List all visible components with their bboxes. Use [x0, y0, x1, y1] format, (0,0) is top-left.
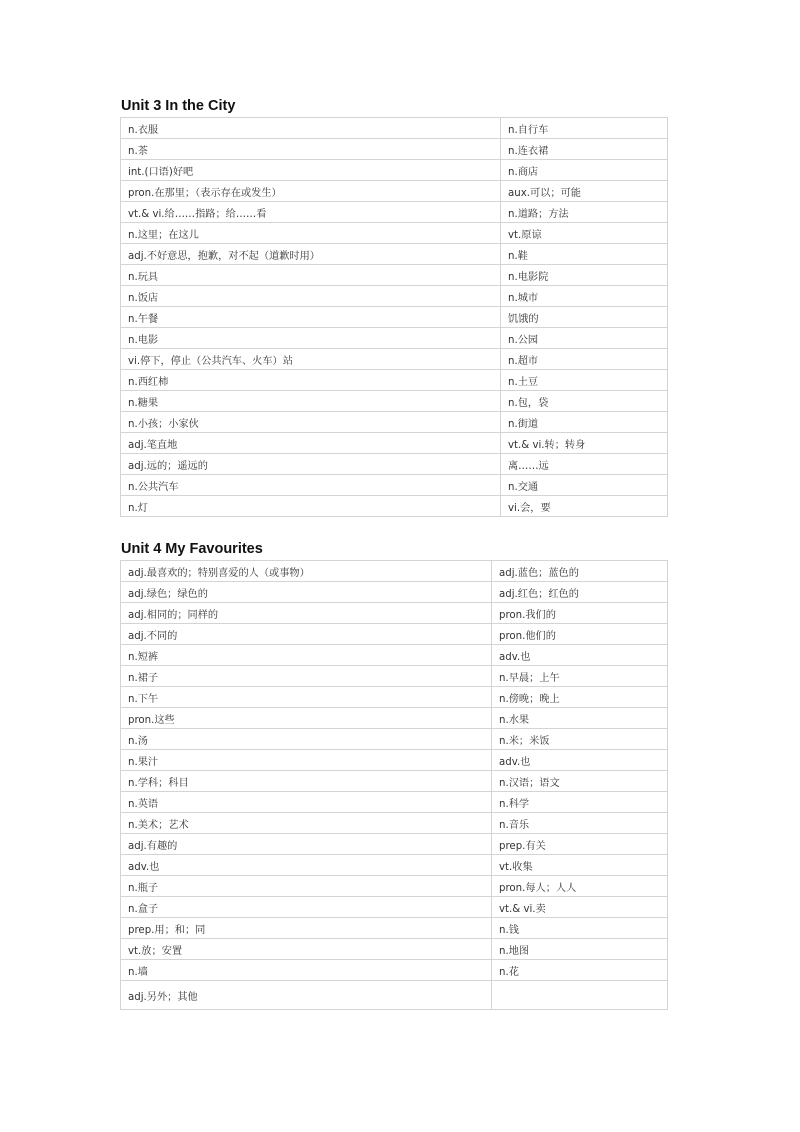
chinese-definition-cell-left: n.墙 — [121, 960, 492, 981]
chinese-definition-cell-right: adj.红色；红色的 — [492, 582, 668, 603]
chinese-definition-cell-left: n.下午 — [121, 687, 492, 708]
chinese-definition-cell-left: vi.停下，停止（公共汽车、火车）站 — [121, 349, 501, 370]
chinese-definition-cell-right: aux.可以；可能 — [501, 181, 668, 202]
chinese-definition-cell-right: vi.会，要 — [501, 496, 668, 517]
chinese-definition-cell-right: n.钱 — [492, 918, 668, 939]
chinese-definition-cell-right: 离……远 — [501, 454, 668, 475]
chinese-definition-cell-left: n.西红柿 — [121, 370, 501, 391]
chinese-definition-cell-left: pron.在那里；（表示存在或发生） — [121, 181, 501, 202]
chinese-definition-cell-right: n.花 — [492, 960, 668, 981]
chinese-definition-cell-right: n.土豆 — [501, 370, 668, 391]
chinese-definition-cell-right: n.商店 — [501, 160, 668, 181]
table-row — [121, 412, 668, 433]
table-row — [121, 897, 668, 918]
chinese-definition-cell-left: n.果汁 — [121, 750, 492, 771]
chinese-definition-cell-right: n.道路；方法 — [501, 202, 668, 223]
chinese-definition-cell-right — [492, 981, 668, 1010]
chinese-definition-cell-left: n.小孩；小家伙 — [121, 412, 501, 433]
unit4-heading: Unit 4 My Favourites — [121, 541, 263, 557]
chinese-definition-cell-left: int.(口语)好吧 — [121, 160, 501, 181]
chinese-definition-cell-right: n.电影院 — [501, 265, 668, 286]
chinese-definition-cell-left: n.糖果 — [121, 391, 501, 412]
chinese-definition-cell-left: vt.放；安置 — [121, 939, 492, 960]
unit3-vocab-table — [120, 117, 668, 517]
table-row — [121, 160, 668, 181]
table-row — [121, 834, 668, 855]
chinese-definition-cell-right: prep.有关 — [492, 834, 668, 855]
chinese-definition-cell-left: pron.这些 — [121, 708, 492, 729]
unit4-vocab-table — [120, 560, 668, 1010]
table-row — [121, 454, 668, 475]
chinese-definition-cell-right: n.交通 — [501, 475, 668, 496]
table-row — [121, 603, 668, 624]
chinese-definition-cell-left: adj.相同的；同样的 — [121, 603, 492, 624]
chinese-definition-cell-left: n.玩具 — [121, 265, 501, 286]
chinese-definition-cell-left: n.茶 — [121, 139, 501, 160]
chinese-definition-cell-right: n.早晨；上午 — [492, 666, 668, 687]
chinese-definition-cell-left: n.灯 — [121, 496, 501, 517]
table-row — [121, 328, 668, 349]
chinese-definition-cell-right: n.公园 — [501, 328, 668, 349]
table-row — [121, 286, 668, 307]
chinese-definition-cell-left: n.学科；科目 — [121, 771, 492, 792]
chinese-definition-cell-right: n.鞋 — [501, 244, 668, 265]
table-row — [121, 960, 668, 981]
chinese-definition-cell-left: n.汤 — [121, 729, 492, 750]
chinese-definition-cell-right: adj.蓝色；蓝色的 — [492, 561, 668, 582]
chinese-definition-cell-left: n.裙子 — [121, 666, 492, 687]
chinese-definition-cell-right: n.傍晚；晚上 — [492, 687, 668, 708]
chinese-definition-cell-left: vt.& vi.给……指路；给……看 — [121, 202, 501, 223]
chinese-definition-cell-right: vt.& vi.卖 — [492, 897, 668, 918]
table-row — [121, 855, 668, 876]
chinese-definition-cell-right: n.科学 — [492, 792, 668, 813]
chinese-definition-cell-right: vt.原谅 — [501, 223, 668, 244]
table-row — [121, 729, 668, 750]
chinese-definition-cell-right: adv.也 — [492, 645, 668, 666]
table-row — [121, 370, 668, 391]
table-row — [121, 750, 668, 771]
chinese-definition-cell-left: adj.最喜欢的；特别喜爱的人（或事物） — [121, 561, 492, 582]
table-row — [121, 645, 668, 666]
table-row — [121, 181, 668, 202]
chinese-definition-cell-left: prep.用；和；同 — [121, 918, 492, 939]
chinese-definition-cell-right: n.水果 — [492, 708, 668, 729]
table-row — [121, 981, 668, 1010]
chinese-definition-cell-left: adj.有趣的 — [121, 834, 492, 855]
table-row — [121, 582, 668, 603]
chinese-definition-cell-right: n.包，袋 — [501, 391, 668, 412]
chinese-definition-cell-left: adj.另外；其他 — [121, 981, 492, 1010]
table-row — [121, 624, 668, 645]
chinese-definition-cell-left: n.午餐 — [121, 307, 501, 328]
chinese-definition-cell-left: n.饭店 — [121, 286, 501, 307]
chinese-definition-cell-right: vt.& vi.转；转身 — [501, 433, 668, 454]
chinese-definition-cell-left: n.美术；艺术 — [121, 813, 492, 834]
table-row — [121, 307, 668, 328]
table-row — [121, 433, 668, 454]
chinese-definition-cell-left: n.盒子 — [121, 897, 492, 918]
unit3-table-body — [121, 118, 668, 517]
table-row — [121, 265, 668, 286]
chinese-definition-cell-right: pron.我们的 — [492, 603, 668, 624]
chinese-definition-cell-left: n.公共汽车 — [121, 475, 501, 496]
chinese-definition-cell-right: n.城市 — [501, 286, 668, 307]
table-row — [121, 244, 668, 265]
table-row — [121, 771, 668, 792]
chinese-definition-cell-right: n.地图 — [492, 939, 668, 960]
table-row — [121, 561, 668, 582]
chinese-definition-cell-right: n.米；米饭 — [492, 729, 668, 750]
chinese-definition-cell-right: n.超市 — [501, 349, 668, 370]
chinese-definition-cell-left: n.电影 — [121, 328, 501, 349]
table-row — [121, 813, 668, 834]
chinese-definition-cell-left: adj.笔直地 — [121, 433, 501, 454]
table-row — [121, 118, 668, 139]
chinese-definition-cell-left: adj.不同的 — [121, 624, 492, 645]
chinese-definition-cell-left: n.短裤 — [121, 645, 492, 666]
table-row — [121, 666, 668, 687]
chinese-definition-cell-left: n.瓶子 — [121, 876, 492, 897]
chinese-definition-cell-left: n.这里；在这儿 — [121, 223, 501, 244]
chinese-definition-cell-right: n.汉语；语文 — [492, 771, 668, 792]
chinese-definition-cell-right: n.街道 — [501, 412, 668, 433]
table-row — [121, 792, 668, 813]
chinese-definition-cell-right: pron.每人；人人 — [492, 876, 668, 897]
chinese-definition-cell-right: 饥饿的 — [501, 307, 668, 328]
chinese-definition-cell-right: n.连衣裙 — [501, 139, 668, 160]
table-row — [121, 349, 668, 370]
table-row — [121, 496, 668, 517]
chinese-definition-cell-right: pron.他们的 — [492, 624, 668, 645]
table-row — [121, 876, 668, 897]
table-row — [121, 391, 668, 412]
chinese-definition-cell-left: adj.不好意思，抱歉，对不起（道歉时用） — [121, 244, 501, 265]
chinese-definition-cell-right: adv.也 — [492, 750, 668, 771]
chinese-definition-cell-right: n.自行车 — [501, 118, 668, 139]
table-row — [121, 223, 668, 244]
table-row — [121, 139, 668, 160]
unit3-heading: Unit 3 In the City — [121, 98, 236, 114]
unit4-table-body — [121, 561, 668, 1010]
chinese-definition-cell-right: vt.收集 — [492, 855, 668, 876]
chinese-definition-cell-left: n.英语 — [121, 792, 492, 813]
table-row — [121, 687, 668, 708]
chinese-definition-cell-left: adj.绿色；绿色的 — [121, 582, 492, 603]
table-row — [121, 708, 668, 729]
table-row — [121, 918, 668, 939]
table-row — [121, 475, 668, 496]
chinese-definition-cell-right: n.音乐 — [492, 813, 668, 834]
chinese-definition-cell-left: n.衣服 — [121, 118, 501, 139]
table-row — [121, 939, 668, 960]
chinese-definition-cell-left: adv.也 — [121, 855, 492, 876]
chinese-definition-cell-left: adj.远的；遥远的 — [121, 454, 501, 475]
table-row — [121, 202, 668, 223]
